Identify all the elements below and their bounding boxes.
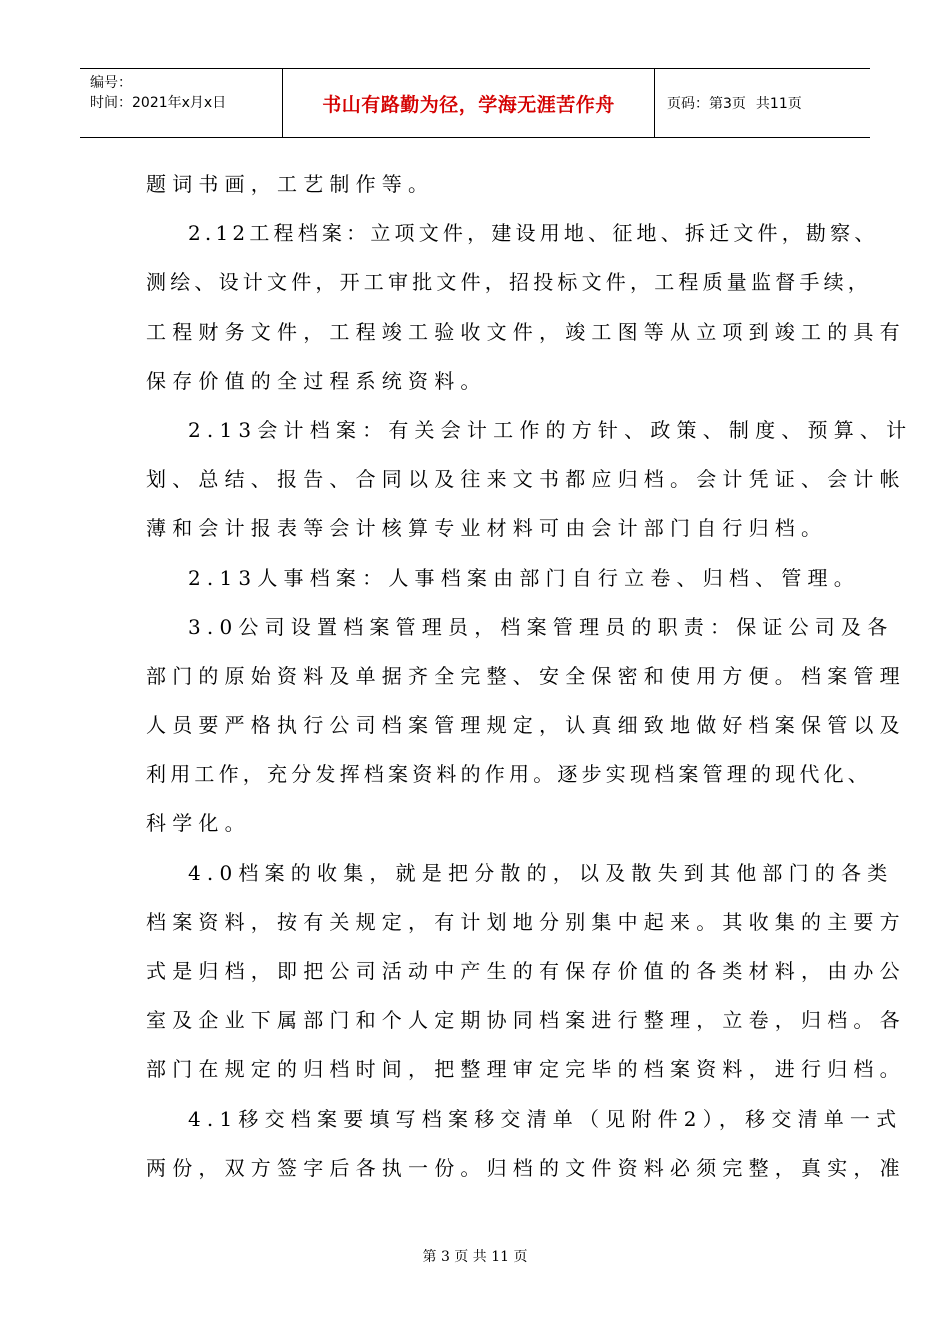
body-text-line: 2.13会计档案：有关会计工作的方针、政策、制度、预算、计	[188, 417, 913, 442]
body-text-line: 工程财务文件，工程竣工验收文件，竣工图等从立项到竣工的具有	[146, 319, 906, 344]
body-text-line: 题词书画，工艺制作等。	[146, 172, 435, 196]
body-text-line: 测绘、设计文件，开工审批文件，招投标文件，工程质量监督手续，	[146, 270, 872, 295]
body-text-line: 3.0公司设置档案管理员，档案管理员的职责：保证公司及各	[188, 614, 894, 639]
body-text-line: 式是归档，即把公司活动中产生的有保存价值的各类材料，由办公	[146, 959, 906, 983]
body-text-line: 室及企业下属部门和个人定期协同档案进行整理，立卷，归档。各	[146, 1008, 906, 1033]
document-body	[146, 160, 913, 1193]
body-text-line: 部门的原始资料及单据齐全完整、安全保密和使用方便。档案管理	[146, 663, 906, 688]
serial-number-label: 编号：	[90, 75, 132, 91]
page-total-label: 共11页	[755, 96, 802, 112]
body-text-line: 2.12工程档案：立项文件，建设用地、征地、拆迁文件，勘察、	[188, 221, 879, 246]
body-text-line: 利用工作，充分发挥档案资料的作用。逐步实现档案管理的现代化、	[146, 762, 872, 787]
body-text-line: 部门在规定的归档时间，把整理审定完毕的档案资料，进行归档。	[146, 1057, 906, 1082]
motto-text: 书山有路勤为径，学海无涯苦作舟	[322, 93, 615, 116]
body-text-line: 4.0档案的收集，就是把分散的，以及散失到其他部门的各类	[188, 860, 894, 885]
body-text-line: 薄和会计报表等会计核算专业材料可由会计部门自行归档。	[146, 516, 828, 541]
body-text-line: 2.13人事档案：人事档案由部门自行立卷、归档、管理。	[188, 565, 860, 590]
body-text-line: 保存价值的全过程系统资料。	[146, 368, 487, 393]
body-text-line: 科学化。	[146, 811, 251, 836]
date-label: 时间：2021年x月x日	[90, 95, 227, 111]
header-page-info	[655, 69, 870, 137]
header-meta	[80, 69, 283, 137]
body-text-line: 划、总结、报告、合同以及往来文书都应归档。会计凭证、会计帐	[146, 467, 906, 492]
body-text-line: 两份，双方签字后各执一份。归档的文件资料必须完整，真实，准	[146, 1155, 906, 1180]
body-text-line: 4.1移交档案要填写档案移交清单（见附件2），移交清单一式	[188, 1106, 903, 1131]
document-header	[80, 68, 870, 138]
header-motto-cell	[283, 69, 655, 137]
body-text-line: 人员要严格执行公司档案管理规定，认真细致地做好档案保管以及	[146, 713, 906, 738]
page-number-label: 页码：第3页	[667, 96, 746, 112]
body-text-line: 档案资料，按有关规定，有计划地分别集中起来。其收集的主要方	[146, 909, 906, 934]
page-footer: 第 3 页 共 11 页	[422, 1249, 528, 1265]
